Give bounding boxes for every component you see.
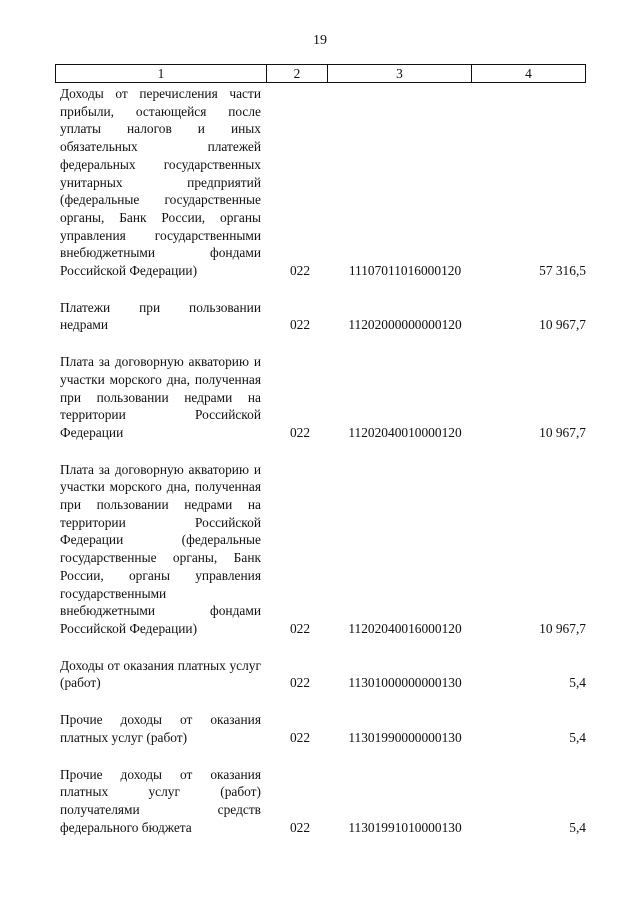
header-col-1: 1 [56,65,267,82]
table-header [55,64,586,83]
header-col-4: 4 [525,66,532,81]
row-admin-code: 022 [289,263,311,279]
row-admin-code: 022 [289,675,311,691]
row-admin-code: 022 [289,620,311,636]
header-col-2: 2 [267,65,328,82]
table-row [60,299,586,334]
row-description: Прочие доходы от оказания платных услуг (работ) [60,712,261,745]
row-description: Плата за договорную акваторию и участки морского дна, полученная при пользовании недрами на территории Российской Федерации [60,354,261,440]
table-row [60,85,586,280]
table-row [60,353,586,442]
row-admin-code: 022 [289,424,311,440]
row-description: Прочие доходы от оказания платных услуг (работ) получателями средств федерального бюджета [60,766,261,835]
row-budget-code: 11202040016000120 [348,620,462,636]
page-number: 19 [313,33,327,48]
row-amount: 5,4 [569,729,586,745]
row-description: Платежи при пользовании недрами [60,299,261,333]
table-row [60,766,586,837]
header-col-3: 3 [328,65,472,82]
row-admin-code: 022 [289,729,311,745]
row-budget-code: 11301990000000130 [348,729,462,745]
table-row [60,657,586,692]
row-budget-code: 11301991010000130 [348,819,462,835]
row-description: Плата за договорную акваторию и участки морского дна, полученная при пользовании недрами на территории Российской Федерации (федеральные государственные органы, Банк России, органы управления государственными внебюджетными фондами Российской Федерации) [60,461,261,636]
row-amount: 5,4 [569,819,586,835]
table-row [60,711,586,746]
row-amount: 10 967,7 [539,317,586,333]
row-budget-code: 11202040010000120 [348,424,462,440]
row-description: Доходы от оказания платных услуг (работ) [60,657,261,691]
row-budget-code: 11202000000000120 [348,317,462,333]
row-amount: 57 316,5 [539,263,586,279]
row-amount: 10 967,7 [539,620,586,636]
table-body [60,85,586,855]
row-budget-code: 11107011016000120 [348,263,462,279]
row-budget-code: 11301000000000130 [348,675,462,691]
row-amount: 5,4 [569,675,586,691]
row-admin-code: 022 [289,317,311,333]
table-row [60,461,586,638]
row-description: Доходы от перечисления части прибыли, остающейся после уплаты налогов и иных обязательных платежей федеральных государственных унитарных предприятий (федеральные государственные органы, Банк России, органы управления государственными внебюджетными фондами Российской Федерации) [60,86,261,279]
row-amount: 10 967,7 [539,424,586,440]
row-admin-code: 022 [289,819,311,835]
